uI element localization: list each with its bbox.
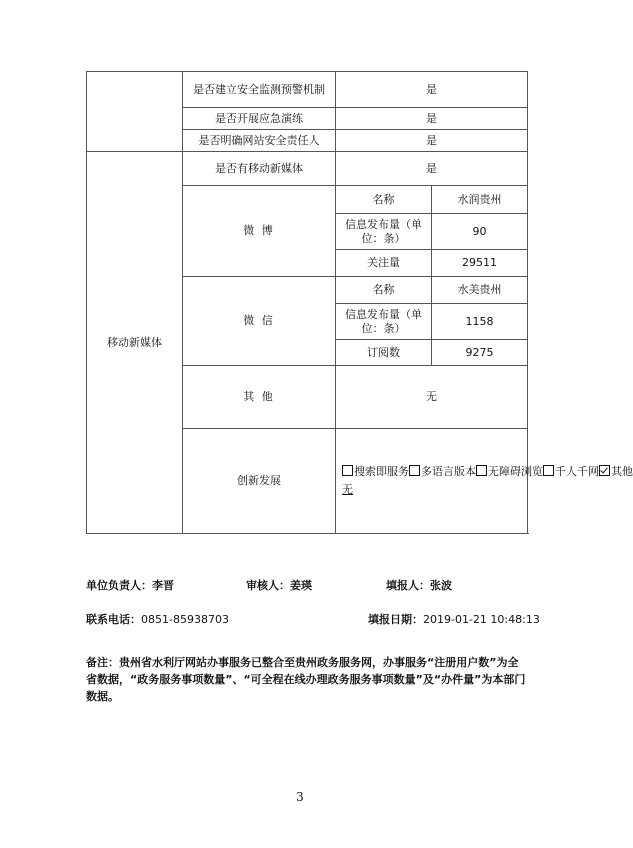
checkbox-icon[interactable] — [476, 465, 487, 476]
weibo-name-value: 水润贵州 — [432, 186, 528, 214]
page-number: 3 — [296, 790, 304, 804]
checkbox-icon[interactable] — [409, 465, 420, 476]
innovation-section-label: 创新发展 — [183, 429, 336, 534]
mobile-section-label: 移动新媒体 — [87, 152, 183, 534]
contact-phone: 联系电话：0851-85938703 — [86, 613, 229, 626]
wechat-posts-label: 信息发布量（单位：条） — [336, 304, 432, 340]
other-value: 无 — [336, 366, 528, 429]
option-multilingual[interactable]: 多语言版本 — [409, 465, 476, 478]
reviewer: 审核人：姜瑛 — [246, 579, 312, 592]
row-label: 是否明确网站安全责任人 — [183, 130, 336, 152]
weibo-follow-value: 29511 — [432, 250, 528, 277]
weibo-name-label: 名称 — [336, 186, 432, 214]
footnote: 备注：贵州省水利厅网站办事服务已整合至贵州政务服务网，办事服务“注册用户数”为全省数据，“政务服务事项数量”、“可全程在线办理政务服务事项数量”及“办件量”为本部门数据。 — [86, 656, 526, 703]
filler: 填报人：张波 — [386, 579, 452, 592]
weibo-posts-value: 90 — [432, 214, 528, 250]
table-row — [87, 152, 528, 186]
security-section-cell — [87, 72, 183, 152]
fill-date: 填报日期：2019-01-21 10:48:13 — [368, 613, 540, 626]
row-label: 是否有移动新媒体 — [183, 152, 336, 186]
option-search-as-service[interactable]: 搜索即服务 — [342, 465, 409, 478]
unit-head: 单位负责人：李晋 — [86, 579, 174, 592]
option-other[interactable]: 其他 — [599, 465, 633, 478]
weibo-follow-label: 关注量 — [336, 250, 432, 277]
row-value: 是 — [336, 72, 528, 108]
row-value: 是 — [336, 108, 528, 130]
weibo-label: 微 博 — [183, 186, 336, 277]
wechat-name-label: 名称 — [336, 277, 432, 304]
option-accessibility[interactable]: 无障碍浏览 — [476, 465, 543, 478]
weibo-posts-label: 信息发布量（单位：条） — [336, 214, 432, 250]
row-value: 是 — [336, 152, 528, 186]
wechat-sub-value: 9275 — [432, 340, 528, 366]
wechat-label: 微 信 — [183, 277, 336, 366]
innovation-other-value: 无 — [342, 483, 353, 496]
row-value: 是 — [336, 130, 528, 152]
innovation-options-cell — [336, 429, 633, 534]
checkbox-checked-icon[interactable] — [599, 465, 610, 476]
report-table — [86, 71, 633, 534]
other-label: 其 他 — [183, 366, 336, 429]
row-label: 是否建立安全监测预警机制 — [183, 72, 336, 108]
innovation-options — [342, 465, 633, 479]
row-label: 是否开展应急演练 — [183, 108, 336, 130]
wechat-sub-label: 订阅数 — [336, 340, 432, 366]
option-personalized[interactable]: 千人千网 — [543, 465, 599, 478]
checkbox-icon[interactable] — [342, 465, 353, 476]
table-row — [87, 72, 528, 108]
wechat-name-value: 水美贵州 — [432, 277, 528, 304]
wechat-posts-value: 1158 — [432, 304, 528, 340]
checkbox-icon[interactable] — [543, 465, 554, 476]
